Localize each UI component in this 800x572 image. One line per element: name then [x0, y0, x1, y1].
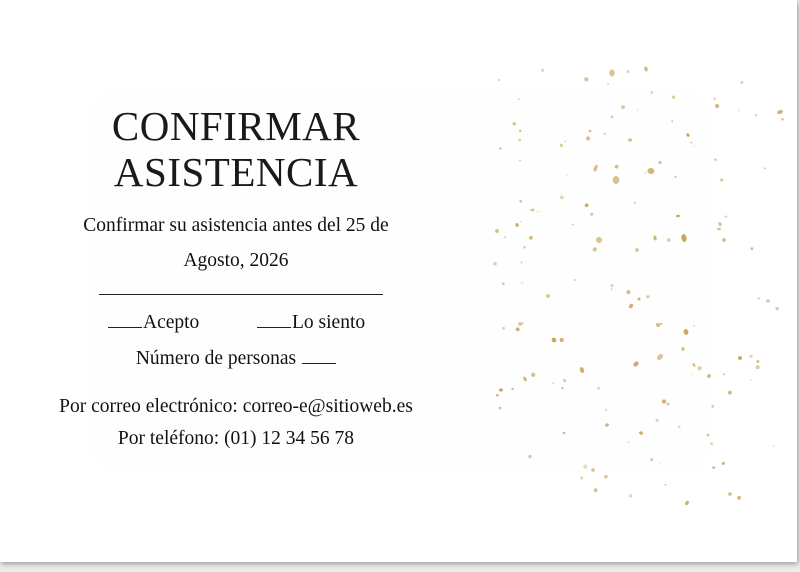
accept-label: Acepto — [143, 312, 200, 333]
confetti-speck — [738, 110, 740, 112]
accept-checkbox-blank — [108, 312, 142, 328]
confetti-speck — [607, 83, 609, 85]
deadline-text-line-1: Confirmar su asistencia antes del 25 de — [83, 215, 389, 236]
confetti-speck — [713, 97, 715, 99]
confetti-speck — [756, 365, 760, 369]
confetti-speck — [755, 114, 758, 117]
guests-count-blank — [302, 348, 336, 364]
confetti-speck — [594, 488, 598, 492]
confetti-speck — [750, 380, 751, 381]
confetti-speck — [737, 496, 741, 500]
accept-option — [108, 312, 199, 334]
confetti-speck — [714, 159, 716, 161]
confetti-speck — [751, 247, 754, 250]
confetti-speck — [725, 215, 727, 217]
title-line-1: CONFIRMAR — [111, 103, 361, 149]
confetti-speck — [718, 221, 723, 226]
confetti-speck — [684, 500, 690, 506]
confetti-speck — [609, 69, 616, 77]
confetti-speck — [722, 462, 725, 465]
confetti-speck — [712, 466, 715, 469]
confetti-speck — [629, 494, 632, 497]
confetti-speck — [723, 373, 725, 375]
confetti-speck — [711, 405, 714, 408]
confetti-speck — [740, 81, 743, 84]
confetti-speck — [764, 167, 766, 169]
confetti-speck — [757, 360, 760, 363]
page-title — [60, 103, 412, 195]
confetti-speck — [626, 70, 629, 73]
confetti-speck — [717, 227, 721, 230]
email-contact-line: Por correo electrónico: correo-e@sitioweb.es — [59, 396, 413, 417]
guests-label: Número de personas — [135, 348, 297, 369]
confetti-speck — [781, 118, 784, 121]
confetti-speck — [720, 178, 723, 181]
guests-count-line — [20, 348, 452, 370]
confetti-speck — [580, 476, 583, 479]
confetti-speck — [644, 66, 648, 72]
confetti-speck — [773, 445, 775, 447]
confetti-speck — [758, 297, 760, 299]
confetti-speck — [541, 69, 544, 72]
confetti-speck — [777, 109, 784, 115]
confetti-speck — [710, 442, 713, 445]
decline-label: Lo siento — [292, 312, 366, 333]
deadline-text-line-2: Agosto, 2026 — [183, 250, 289, 271]
confetti-speck — [721, 237, 726, 242]
phone-contact-line: Por teléfono: (01) 12 34 56 78 — [117, 428, 355, 449]
decline-option — [257, 312, 365, 334]
confetti-speck — [775, 307, 778, 310]
confetti-speck — [498, 79, 500, 81]
title-line-2: ASISTENCIA — [113, 149, 359, 195]
confetti-speck — [749, 355, 752, 358]
confetti-speck — [766, 299, 771, 303]
confetti-speck — [584, 77, 588, 81]
confetti-speck — [738, 356, 743, 361]
confetti-speck — [728, 391, 732, 395]
confetti-speck — [665, 484, 667, 486]
confetti-speck — [604, 475, 608, 479]
decline-checkbox-blank — [257, 312, 291, 328]
name-signature-line — [99, 294, 383, 295]
confetti-speck — [715, 104, 719, 108]
confetti-speck — [727, 492, 732, 497]
